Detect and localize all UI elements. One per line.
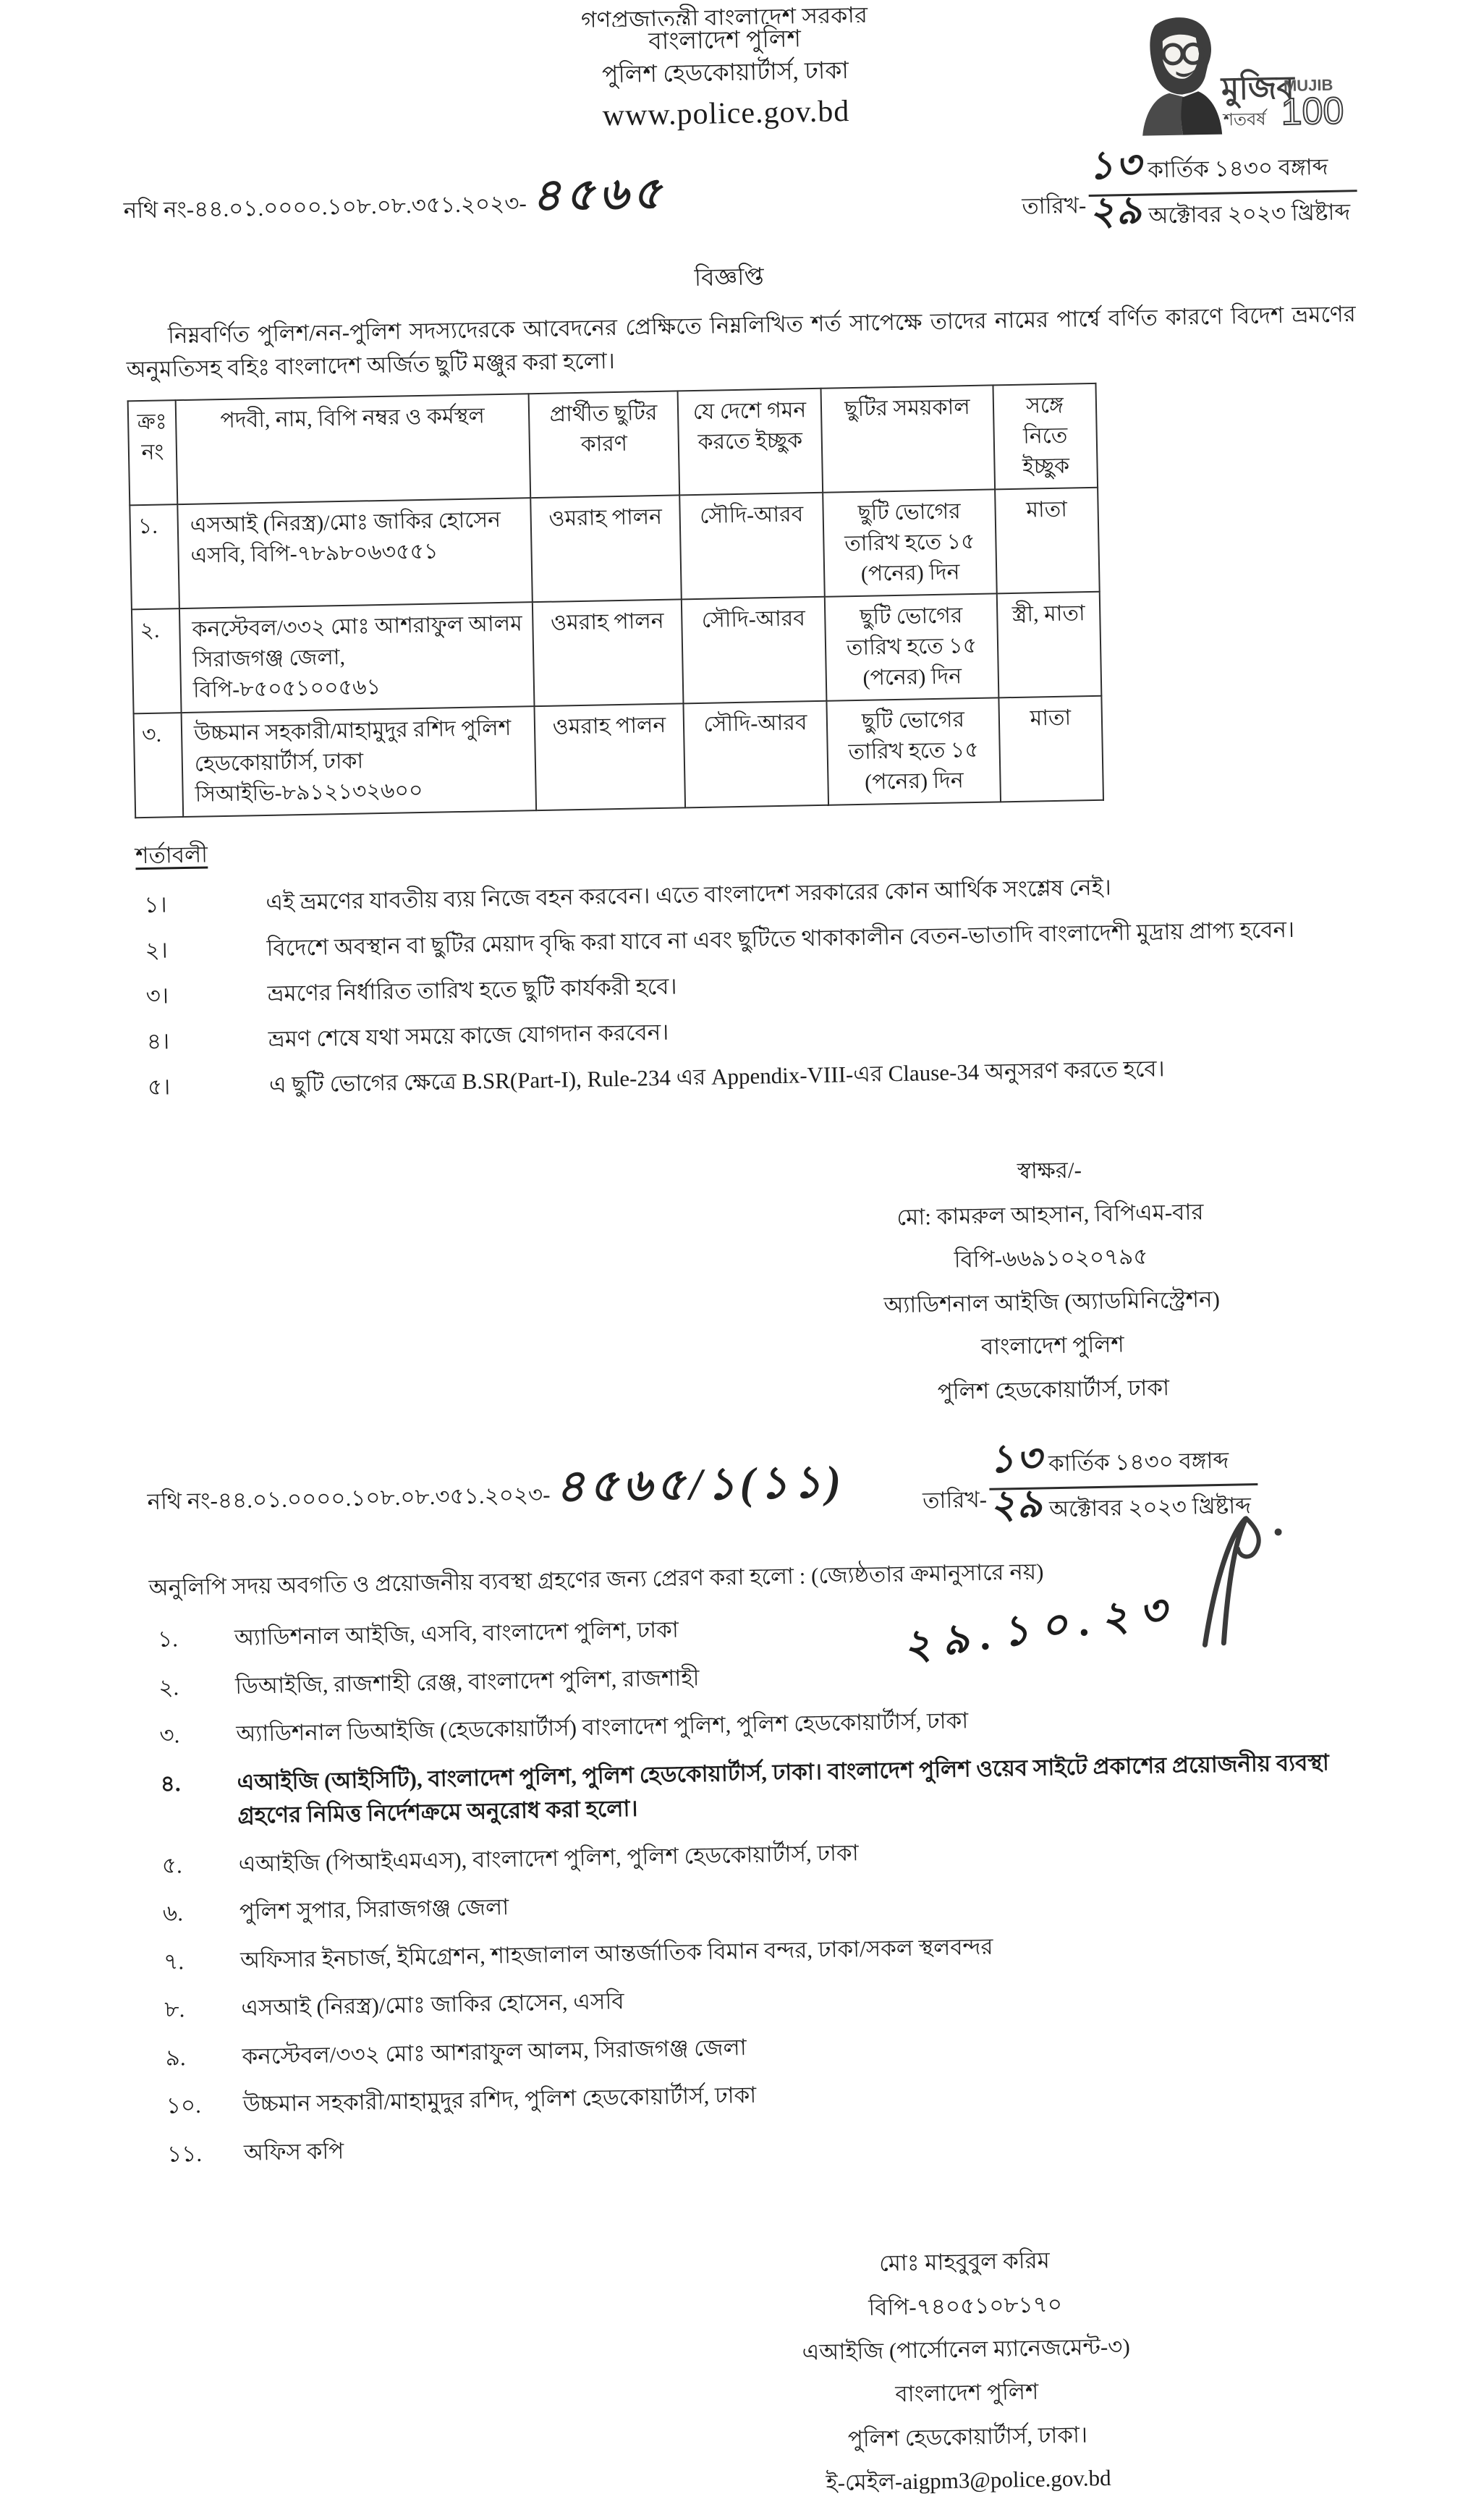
memo-line-1 bbox=[123, 148, 1358, 255]
issuer-name: মোঃ মাহবুবুল করিম bbox=[690, 2236, 1240, 2289]
date-block-1 bbox=[1021, 148, 1358, 238]
cell-name: কনস্টেবল/৩৩২ মোঃ আশরাফুল আলম সিরাজগঞ্জ জেলা, বিপি-৮৫০৫১০০৫৬১ bbox=[179, 602, 535, 713]
date-gregorian-rest: অক্টোবর ২০২৩ খ্রিষ্টাব্দ bbox=[1148, 199, 1350, 228]
date-gregorian bbox=[1089, 192, 1358, 237]
distribution-text: এআইজি (পিআইএমএস), বাংলাদেশ পুলিশ, পুলিশ হেডকোয়ার্টার্স, ঢাকা bbox=[238, 1826, 1388, 1881]
distribution-item bbox=[164, 1922, 1390, 1979]
issuer-signature-block bbox=[690, 2236, 1244, 2508]
issuer-org: বাংলাদেশ পুলিশ bbox=[692, 2367, 1242, 2420]
cell-country: সৌদি-আরব bbox=[679, 493, 825, 600]
distribution-text: এআইজি (আইসিটি), বাংলাদেশ পুলিশ, পুলিশ হেডকোয়ার্টার্স, ঢাকা। বাংলাদেশ পুলিশ ওয়েব সাইটে প্রকাশের প্রয়োজনীয় ব্যবস্থা গ্রহণের নিমিত্ত নির্দেশক্রমে অনুরোধ করা হলো। bbox=[237, 1744, 1386, 1833]
date-label: তারিখ- bbox=[922, 1457, 987, 1521]
table-header-row bbox=[128, 383, 1098, 505]
date-label: তারিখ- bbox=[1021, 164, 1086, 227]
condition-number: ৫। bbox=[148, 1069, 270, 1103]
distribution-item bbox=[164, 1971, 1391, 2027]
distribution-item bbox=[158, 1648, 1385, 1705]
distribution-number: ৬. bbox=[163, 1896, 240, 1930]
condition-text: এ ছুটি ভোগের ক্ষেত্রে B.SR(Part-I), Rule-234 এর Appendix-VIII-এর Clause-34 অনুসরণ করতে হবে। bbox=[269, 1049, 1374, 1102]
approver-signature-block bbox=[760, 1144, 1344, 1417]
notice-title: বিজ্ঞপ্তি bbox=[0, 245, 1467, 312]
condition-item bbox=[144, 867, 1370, 922]
col-header-country: যে দেশে গমন করতে ইচ্ছুক bbox=[678, 389, 823, 496]
distribution-text: পুলিশ সুপার, সিরাজগঞ্জ জেলা bbox=[239, 1875, 1389, 1930]
logo-bangla-sub: শতবর্ষ bbox=[1223, 109, 1269, 130]
cell-companion: মাতা bbox=[995, 488, 1100, 594]
distribution-text: কনস্টেবল/৩৩২ মোঃ আশরাফুল আলম, সিরাজগঞ্জ জেলা bbox=[242, 2019, 1391, 2074]
approver-name: মো: কামরুল আহসান, বিপিএম-বার bbox=[760, 1188, 1340, 1242]
distribution-number: ৪. bbox=[160, 1766, 238, 1835]
table-row bbox=[134, 696, 1103, 818]
website-text: www.police.gov.bd bbox=[0, 80, 1464, 148]
cell-reason: ওমরাহ পালন bbox=[533, 599, 684, 706]
memo-line-2 bbox=[147, 1441, 1259, 1546]
date-gregorian-day-handwritten: ২৯ bbox=[990, 1482, 1044, 1527]
condition-item bbox=[148, 1049, 1374, 1104]
distribution-number: ২. bbox=[158, 1670, 236, 1705]
condition-number: ১। bbox=[144, 887, 266, 922]
distribution-text: অ্যাডিশনাল আইজি, এসবি, বাংলাদেশ পুলিশ, ঢাকা bbox=[234, 1600, 1384, 1655]
govt-slogan-clipped: গণপ্রজাতন্ত্রী বাংলাদেশ সরকার bbox=[0, 0, 1462, 38]
logo-wordmark bbox=[1220, 67, 1344, 135]
date-bangla-rest: কার্তিক ১৪৩০ বঙ্গাব্দ bbox=[1148, 154, 1328, 183]
cell-duration: ছুটি ভোগের তারিখ হতে ১৫ (পনের) দিন bbox=[826, 697, 1001, 805]
distribution-item bbox=[166, 2067, 1392, 2124]
distribution-text: উচ্চমান সহকারী/মাহামুদুর রশিদ, পুলিশ হেডকোয়ার্টার্স, ঢাকা bbox=[242, 2067, 1392, 2122]
distribution-item bbox=[159, 1697, 1386, 1753]
approver-bp-number: বিপি-৬৬৯১০২০৭৯৫ bbox=[761, 1231, 1341, 1286]
distribution-item bbox=[160, 1744, 1386, 1834]
distribution-number: ১১. bbox=[167, 2136, 245, 2171]
distribution-number: ৯. bbox=[165, 2040, 242, 2074]
distribution-number: ৫. bbox=[161, 1848, 239, 1883]
distribution-item bbox=[163, 1875, 1389, 1931]
portrait-icon bbox=[1140, 17, 1222, 135]
file-number-handwritten: ৪৫৬৫ bbox=[532, 169, 666, 220]
cell-serial: ২. bbox=[132, 608, 182, 713]
date-bangla-day-handwritten: ১৩ bbox=[1088, 143, 1142, 187]
distribution-text: অফিস কপি bbox=[244, 2115, 1394, 2170]
condition-text: ভ্রমণের নির্ধারিত তারিখ হতে ছুটি কার্যকরী হবে। bbox=[267, 958, 1372, 1011]
file-number-1 bbox=[123, 160, 666, 231]
distribution-intro-text: অনুলিপি সদয় অবগতি ও প্রয়োজনীয় ব্যবস্থা গ্রহণের জন্য প্রেরণ করা হলো : bbox=[148, 1564, 805, 1601]
condition-text: ভ্রমণ শেষে যথা সময়ে কাজে যোগদান করবেন। bbox=[268, 1004, 1373, 1056]
condition-item bbox=[145, 912, 1371, 967]
cell-country: সৌদি-আরব bbox=[683, 701, 828, 808]
col-header-name: পদবী, নাম, বিপি নম্বর ও কর্মস্থল bbox=[176, 394, 531, 504]
distribution-text: অফিসার ইনচার্জ, ইমিগ্রেশন, শাহজালাল আন্তর্জাতিক বিমান বন্দর, ঢাকা/সকল স্থলবন্দর bbox=[240, 1922, 1390, 1977]
approver-org: বাংলাদেশ পুলিশ bbox=[763, 1319, 1342, 1373]
distribution-item bbox=[161, 1826, 1388, 1883]
col-header-reason: প্রার্থীত ছুটির কারণ bbox=[529, 391, 680, 498]
issuer-bp-number: বিপি-৭৪০৫১০৮১৭০ bbox=[690, 2279, 1241, 2333]
file-number-label: নথি নং-৪৪.০১.০০০০.১০৮.০৮.৩৫১.২০২৩- bbox=[124, 190, 527, 223]
logo-latin: MUJIB bbox=[1284, 76, 1333, 95]
intro-paragraph: নিম্নবর্ণিত পুলিশ/নন-পুলিশ সদস্যদেরকে আবেদনের প্রেক্ষিতে নিম্নলিখিত শর্ত সাপেক্ষে তাদের নামের পার্শ্বে বর্ণিত কারণে বিদেশ ভ্রমণের অনুমতিসহ বহিঃ বাংলাদেশ অর্জিত ছুটি মঞ্জুর করা হলো। bbox=[126, 297, 1357, 387]
cell-name: উচ্চমান সহকারী/মাহামুদুর রশিদ পুলিশ হেডকোয়ার্টার্স, ঢাকা সিআইভি-৮৯১২১৩২৬০০ bbox=[182, 706, 537, 817]
date-gregorian-day-handwritten: ২৯ bbox=[1089, 188, 1143, 232]
date-bangla-rest: কার্তিক ১৪৩০ বঙ্গাব্দ bbox=[1048, 1448, 1229, 1477]
distribution-intro-note: (জ্যেষ্ঠতার ক্রমানুসারে নয়) bbox=[811, 1559, 1044, 1589]
handwritten-signature-icon bbox=[1182, 1505, 1323, 1652]
col-header-companion: সঙ্গে নিতে ইচ্ছুক bbox=[993, 383, 1098, 490]
date-gregorian-rest: অক্টোবর ২০২৩ খ্রিষ্টাব্দ bbox=[1049, 1493, 1251, 1522]
cell-reason: ওমরাহ পালন bbox=[534, 703, 685, 810]
issuer-office: পুলিশ হেডকোয়ার্টার্স, ঢাকা। bbox=[692, 2410, 1243, 2464]
condition-number: ৪। bbox=[146, 1024, 268, 1059]
condition-item bbox=[145, 958, 1372, 1013]
distribution-number: ১০. bbox=[166, 2088, 243, 2123]
condition-number: ৩। bbox=[145, 978, 268, 1013]
distribution-item bbox=[167, 2115, 1394, 2171]
cell-companion: স্ত্রী, মাতা bbox=[997, 592, 1102, 698]
distribution-number: ৮. bbox=[164, 1992, 242, 2027]
distribution-text: অ্যাডিশনাল ডিআইজি (হেডকোয়ার্টার্স) বাংলাদেশ পুলিশ, পুলিশ হেডকোয়ার্টার্স, ঢাকা bbox=[236, 1697, 1386, 1752]
distribution-number: ১. bbox=[158, 1621, 235, 1656]
distribution-text: ডিআইজি, রাজশাহী রেঞ্জ, বাংলাদেশ পুলিশ, রাজশাহী bbox=[235, 1648, 1385, 1703]
approver-designation: অ্যাডিশনাল আইজি (অ্যাডমিনিস্ট্রেশন) bbox=[762, 1276, 1341, 1330]
distribution-number: ৩. bbox=[159, 1718, 237, 1752]
file-number-handwritten: ৪৫৬৫/১(১১) bbox=[555, 1458, 845, 1512]
approver-office: পুলিশ হেডকোয়ার্টার্স, ঢাকা bbox=[763, 1362, 1343, 1417]
cell-duration: ছুটি ভোগের তারিখ হতে ১৫ (পনের) দিন bbox=[825, 593, 999, 700]
distribution-number: ৭. bbox=[164, 1943, 241, 1978]
table-row bbox=[132, 592, 1101, 713]
leave-table bbox=[127, 383, 1104, 818]
org-name: বাংলাদেশ পুলিশ bbox=[0, 11, 1463, 70]
date-bangla-day-handwritten: ১৩ bbox=[989, 1437, 1043, 1481]
condition-number: ২। bbox=[145, 933, 267, 967]
condition-item bbox=[146, 1004, 1373, 1059]
cell-serial: ৩. bbox=[134, 713, 184, 818]
condition-text: এই ভ্রমণের যাবতীয় ব্যয় নিজে বহন করবেন। এতে বাংলাদেশ সরকারের কোন আর্থিক সংশ্লেষ নেই। bbox=[266, 867, 1370, 920]
logo-number: 100 bbox=[1281, 90, 1344, 134]
cell-companion: মাতা bbox=[998, 696, 1103, 802]
table-row bbox=[130, 488, 1099, 609]
issuer-designation: এআইজি (পার্সোনেল ম্যানেজমেন্ট-৩) bbox=[691, 2323, 1242, 2377]
distribution-item bbox=[165, 2019, 1391, 2075]
conditions-heading: শর্তাবলী bbox=[135, 814, 1476, 876]
handwritten-date: ২৯.১০.২৩ bbox=[899, 1576, 1183, 1684]
distribution-text: এসআই (নিরস্ত্র)/মোঃ জাকির হোসেন, এসবি bbox=[241, 1971, 1391, 2026]
col-header-duration: ছুটির সময়কাল bbox=[821, 385, 996, 492]
file-number-label: নথি নং-৪৪.০১.০০০০.১০৮.০৮.৩৫১.২০২৩- bbox=[147, 1482, 551, 1514]
cell-name: এসআই (নিরস্ত্র)/মোঃ জাকির হোসেন এসবি, বিপি-৭৮৯৮০৬৩৫৫১ bbox=[177, 498, 533, 608]
cell-duration: ছুটি ভোগের তারিখ হতে ১৫ (পনের) দিন bbox=[823, 489, 997, 596]
issuer-email: ই-মেইল-aigpm3@police.gov.bd bbox=[693, 2454, 1244, 2508]
signature-marker: স্বাক্ষর/- bbox=[760, 1144, 1339, 1198]
file-number-2 bbox=[147, 1449, 846, 1523]
col-header-serial: ক্রঃ নং bbox=[128, 400, 178, 505]
cell-reason: ওমরাহ পালন bbox=[530, 495, 682, 602]
condition-text: বিদেশে অবস্থান বা ছুটির মেয়াদ বৃদ্ধি করা যাবে না এবং ছুটিতে থাকাকালীন বেতন-ভাতাদি বাংলাদেশী মুদ্রায় প্রাপ্য হবেন। bbox=[266, 912, 1371, 965]
cell-country: সৌদি-আরব bbox=[682, 597, 827, 704]
office-name: পুলিশ হেডকোয়ার্টার্স, ঢাকা bbox=[0, 43, 1464, 103]
logo-bangla-main: মুজিব bbox=[1220, 68, 1296, 109]
mujib100-logo-icon bbox=[1111, 9, 1352, 143]
cell-serial: ১. bbox=[130, 504, 179, 609]
